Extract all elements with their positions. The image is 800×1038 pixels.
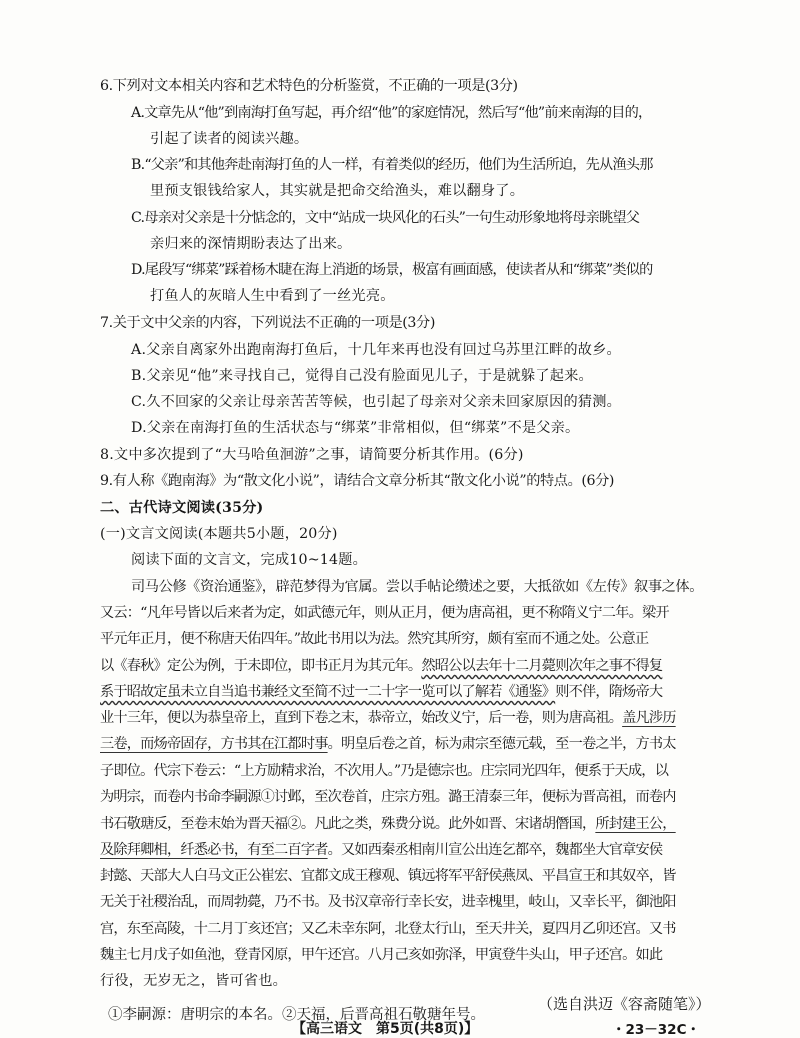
footnote: ①李嗣源：唐明宗的本名。②天福，后晋高祖石敬瑭年号。 — [108, 1007, 485, 1023]
q6-option-a-line1: A.文章先从“他”到南海打鱼写起，再介绍“他”的家庭情况，然后写“他”前来南海的目的， — [131, 105, 652, 121]
q8-stem: 8.文中多次提到了“大马哈鱼洄游”之事，请简要分析其作用。(6分) — [100, 447, 524, 463]
q7-option-b: B.父亲见“他”来寻找自己，觉得自己没有脸面见儿子，于是就躲了起来。 — [131, 368, 593, 384]
underlined-sentence: 及除拜卿相，纤悉必书，有至二百字者 — [100, 842, 328, 858]
passage-line: 魏主七月戊子如鱼池，登青冈原，甲午还宫。八月己亥如弥泽，甲寅登牛头山，甲子还宫。如此 — [100, 947, 663, 963]
underlined-sentence: 所封建王公， — [595, 816, 676, 832]
subsection-title: (一)文言文阅读(本题共5小题，20分) — [100, 526, 338, 542]
q7-option-d: D.父亲在南海打鱼的生活状态与“绑菜”非常相似，但“绑菜”不是父亲。 — [131, 420, 580, 436]
q6-option-d-line1: D.尾段写“绑菜”踩着杨木睫在海上消逝的场景，极富有画面感，使读者从和“绑菜”类似的 — [131, 262, 653, 278]
passage-line: 行役，无岁无之，皆可省也。 — [100, 973, 288, 989]
passage-line: 封懿、天部大人白马文正公崔宏、宜都文成王穆观、镇远将军平舒侯燕凤、平昌宣王和其奴卒，皆 — [100, 868, 676, 884]
passage-line: 及除拜卿相，纤悉必书，有至二百字者。又如西秦丞相南川宣公出连乞都卒，魏都坐大官章安侯 — [100, 842, 663, 858]
q7-stem: 7.关于文中父亲的内容，下列说法不正确的一项是(3分) — [100, 315, 435, 331]
passage-line: 书石敬瑭反，至卷末始为晋天福②。凡此之类，殊费分说。此外如晋、宋诸胡僭国，所封建王公， — [100, 816, 676, 832]
passage-line: 司马公修《资治通鉴》，辟范梦得为官属。尝以手帖论缵述之要，大抵欲如《左传》叙事之体。 — [131, 579, 703, 595]
q9-stem: 9.有人称《跑南海》为“散文化小说”，请结合文章分析其“散文化小说”的特点。(6分) — [100, 473, 615, 489]
q7-option-a: A.父亲自离家外出跑南海打鱼后，十几年来再也没有回过乌苏里江畔的故乡。 — [131, 342, 621, 358]
q6-option-c-line1: C.母亲对父亲是十分惦念的，文中“站成一块风化的石头”一句生动形象地将母亲眺望父 — [131, 210, 640, 226]
passage-line: 三卷，而炀帝固存，方书其在江都时事。明皇后卷之首，标为肃宗至德元载，至一卷之半，方书太 — [100, 736, 676, 752]
passage-line: 为明宗，而卷内书命李嗣源①讨邺，至次卷首，庄宗方殂。潞王清泰三年，便标为晋高祖，而卷内 — [100, 789, 676, 805]
q6-option-a-line2: 引起了读者的阅读兴趣。 — [150, 131, 309, 147]
passage-line: 无关于社稷治乱，而周勃薨，乃不书。及书汉章帝行幸长安，进幸槐里，岐山，又幸长平，御池阳 — [100, 894, 676, 910]
exam-code: ・23－32C・ — [612, 1022, 700, 1038]
q6-option-c-line2: 亲归来的深情期盼表达了出来。 — [150, 236, 352, 252]
page-label: 【高三语文 第5页(共8页)】 — [292, 1021, 479, 1037]
passage-line: 宫，东至高陵，十二月丁亥还宫；又乙未幸东阿，北登太行山，至天井关，夏四月乙卯还宫。又书 — [100, 921, 676, 937]
q6-stem: 6.下列对文本相关内容和艺术特色的分析鉴赏，不正确的一项是(3分) — [100, 78, 518, 94]
passage-line: 平元年正月，便不称唐天佑四年。”故此书用以为法。然究其所穷，颇有室而不通之处。公意正 — [100, 631, 649, 647]
passage-line: 业十三年，便以为恭皇帝上，直到下卷之末，恭帝立，始改义宁，后一卷，则为唐高祖。盖凡涉历 — [100, 710, 676, 726]
passage-line: 又云：“凡年号皆以后来者为定，如武德元年，则从正月，便为唐高祖，更不称隋义宁二年。梁开 — [100, 605, 669, 621]
q6-option-b-line2: 里预支银钱给家人，其实就是把命交给渔头，难以翻身了。 — [150, 183, 525, 199]
section-title: 二、古代诗文阅读(35分) — [100, 500, 264, 516]
q7-option-c: C.久不回家的父亲让母亲苦苦等候，也引起了母亲对父亲未回家原因的猜测。 — [131, 394, 622, 410]
passage-line: 以《春秋》定公为例，于未即位，即书正月为其元年。然昭公以去年十二月薨则次年之事不得复 — [100, 658, 663, 674]
q6-option-d-line2: 打鱼人的灰暗人生中看到了一丝光亮。 — [150, 288, 395, 304]
passage-line: 子即位。代宗下卷云：“上方励精求治，不次用人。”乃是德宗也。庄宗同光四年，便系于天成，以 — [100, 763, 669, 779]
wavy-underlined-sentence: 系于昭故定虽未立自当追书兼经文至简不过一二十字一览可以了解若《通鉴》 — [100, 684, 556, 700]
underlined-sentence: 盖凡涉历 — [622, 710, 676, 726]
passage-line: 系于昭故定虽未立自当追书兼经文至简不过一二十字一览可以了解若《通鉴》则不伴，隋炀帝大 — [100, 684, 663, 700]
source-citation: （选自洪迈《容斋随笔》） — [538, 995, 711, 1013]
reading-instruction: 阅读下面的文言文，完成10~14题。 — [131, 552, 368, 568]
q6-option-b-line1: B.“父亲”和其他奔赴南海打鱼的人一样，有着类似的经历，他们为生活所迫，先从渔头那 — [131, 157, 653, 173]
underlined-sentence: 三卷，而炀帝固存，方书其在江都时事 — [100, 736, 328, 752]
wavy-underlined-sentence: 然昭公以去年十二月薨则次年之事不得复 — [421, 658, 663, 674]
